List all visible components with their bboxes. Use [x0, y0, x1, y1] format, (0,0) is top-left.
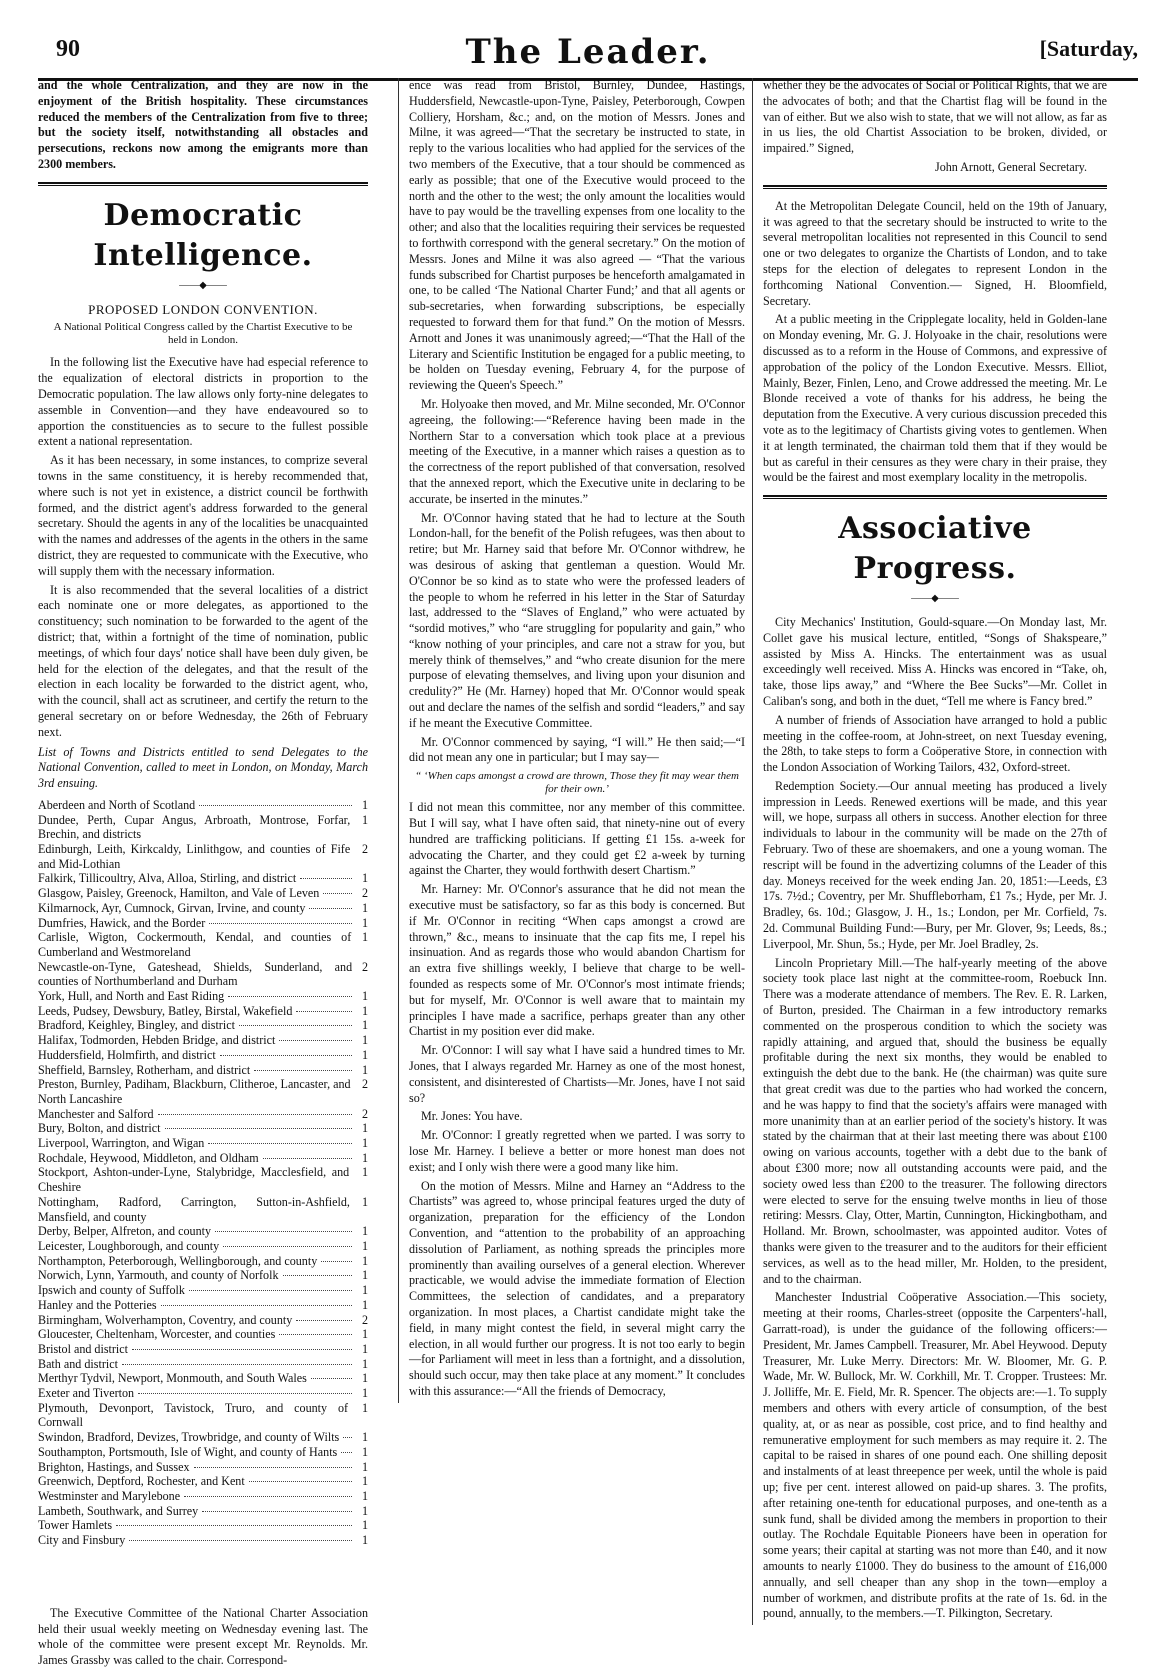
delegate-count: 1 [361, 1253, 368, 1268]
town-name: Greenwich, Deptford, Rochester, and Kent [38, 1474, 245, 1489]
town-entry [38, 1151, 368, 1166]
town-name: Plymouth, Devonport, Tavistock, Truro, and county of Cornwall [38, 1400, 349, 1430]
town-entry [38, 871, 368, 886]
delegate-count: 1 [361, 1518, 368, 1533]
delegate-count: 1 [361, 1136, 368, 1151]
town-entry [38, 1121, 368, 1136]
town-name: Ipswich and county of Suffolk [38, 1283, 185, 1298]
delegate-count: 1 [361, 1341, 368, 1356]
delegate-count: 1 [361, 915, 368, 930]
town-name: Dundee, Perth, Cupar Angus, Arbroath, Montrose, Forfar, Brechin, and districts [38, 812, 351, 842]
town-entry [38, 1239, 368, 1254]
town-name: Leicester, Loughborough, and county [38, 1238, 220, 1253]
town-name: Falkirk, Tillicoultry, Alva, Alloa, Stirling, and district [38, 871, 297, 886]
paragraph: It is also recommended that the several localities of a district each nominate one or more delegates, as apportioned to the constituency; such nomination to be forwarded to the agent of the district; that, within a fortnight of the time of nomination, public meetings, of which four days' notice shall have been duly given, be held for the election of the delegates, and that the result of the election in each locality be forwarded to the district agent, who, with the council, shall act as scrutineer, and certify the return to the general secretary on or before Wednesday, the 26th of February next. [38, 582, 368, 739]
divider [38, 182, 368, 186]
paragraph: Mr. Jones: You have. [421, 1109, 523, 1124]
town-entry [38, 1430, 368, 1445]
paragraph: Mr. O'Connor commenced by saying, “I will.” He then said;—“I did not mean any one in particular; but I may say— [409, 734, 745, 765]
town-entry [38, 1165, 368, 1194]
town-entry [38, 1283, 368, 1298]
town-name: Gloucester, Cheltenham, Worcester, and counties [38, 1327, 276, 1342]
town-entry [38, 1327, 368, 1342]
paragraph: Mr. O'Connor: I will say what I have said a hundred times to Mr. Jones, that I always regarded Mr. Harney as one of the most honest, consistent, and disinterested of Chartists—Mr. Jones, have I not said so? [409, 1043, 745, 1105]
town-name: Sheffield, Barnsley, Rotherham, and district [38, 1062, 251, 1077]
list-title: List of Towns and Districts entitled to send Delegates to the National Convention, called to meet in London, on Monday, March 3rd ensuing. [38, 744, 368, 791]
delegate-count: 1 [361, 812, 368, 827]
delegate-count: 1 [361, 1444, 368, 1459]
delegate-count: 1 [361, 1121, 368, 1136]
town-name: Southampton, Portsmouth, Isle of Wight, and county of Hants [38, 1444, 338, 1459]
town-entry [38, 1489, 368, 1504]
delegate-count: 1 [361, 1356, 368, 1371]
delegate-count: 1 [361, 1047, 368, 1062]
delegate-count: 1 [361, 1371, 368, 1386]
delegate-count: 1 [361, 1033, 368, 1048]
delegate-count: 1 [361, 1400, 368, 1415]
town-entry [38, 1004, 368, 1019]
paragraph: Mr. Holyoake then moved, and Mr. Milne seconded, Mr. O'Connor agreeing, the following:—“Reference having been made in the Northern Star to a conversation which took place at a previous meeting of the Executive, in a manner which raises a question as to the correctness of the report published of that conversation, resolved that the annexed report, which the Executive unite in declaring to be accurate, be inserted in the minutes.” [409, 396, 745, 506]
newspaper-title: The Leader. [465, 32, 711, 72]
section-title-associative-progress: Associative Progress. [838, 511, 1032, 587]
delegate-count: 1 [361, 1194, 368, 1209]
intro-paragraph: and the whole Centralization, and they are now in the enjoyment of the British hospitality. These circumstances reduced the members of the Centralization from five to three; but the society itself, notwithstanding all obstacles and persecutions, reckons now among the emigrants more than 2300 members. [38, 78, 368, 171]
town-name: Bradford, Keighley, Bingley, and district [38, 1018, 235, 1033]
delegate-count: 2 [361, 842, 368, 856]
town-entry [38, 1445, 368, 1460]
town-name: Huddersfield, Holmfirth, and district [38, 1047, 216, 1062]
town-name: York, Hull, and North and East Riding [38, 989, 225, 1004]
town-entry [38, 1371, 368, 1386]
town-entry [38, 916, 368, 931]
paragraph: ence was read from Bristol, Burnley, Dundee, Hastings, Huddersfield, Newcastle-upon-Tyne, Paisley, Peterborough, Cowpen Colliery, Horsham, &c.; and, on the motion of Messrs. Jones and Milne, it was agreed—“That the secretary be instructed to state, in reply to the various localities who had applied for the services of the two members of the Executive, that a tour should be commenced as early as possible; that one of the Executive would proceed to the north and the other to the west; the only amount the localities would have to pay would be the travelling expenses from one locality to the other; and also that the localities requiring their services be requested to forthwith correspond with the general secretary.” On the motion of Messrs. Jones and Milne it was also agreed — “That the various funds subscribed for Chartist purposes be henceforth amalgamated in one, to be called ‘The National Charter Fund;’ and that all agents or sub-secretaries, when forwarding subscriptions, be especially requested to forward them for that fund.” On the motion of Messrs. Arnott and Jones it was unanimously agreed;—“That the Hall of the Literary and Scientific Institution be engaged for a public meeting, to be holden on Tuesday evening, February 4, for the purpose of reviewing the Queen's Speech.” [409, 78, 745, 393]
town-entry [38, 960, 368, 989]
masthead [38, 28, 1138, 81]
town-name: Bristol and district [38, 1341, 129, 1356]
divider [763, 495, 1107, 499]
town-entry [38, 1533, 368, 1548]
paragraph: Mr. O'Connor: I greatly regretted when we parted. I was sorry to lose Mr. Harney. I believe a better or more honest man does not exist; and I only wish there were a good many like him. [409, 1128, 745, 1174]
paragraph: I did not mean this committee, nor any member of this committee. But I will say, what I have often said, that ninety-nine out of every hundred are trafficking politicians. If getting £1 15s. a-week for advocating the Charter, and they could get £2 a-week by turning against the Charter, they would forthwith desert Chartism.” [409, 800, 745, 878]
town-entry [38, 1298, 368, 1313]
paragraph: As it has been necessary, in some instances, to comprize several towns in the same constituency, it is hereby recommended that, where such is not yet in existence, a district council be forthwith formed, and the district agent's address forwarded to the general secretary. Should the agents in any of the localities be unacquainted with the names and addresses of the agents in the others in the same district, they are requested to communicate with the Executive, who will supply them with the necessary information. [38, 453, 368, 578]
paragraph: On the motion of Messrs. Milne and Harney an “Address to the Chartists” was agreed to, whose principal features urged the duty of organization, preparation for the efficiency of the London Convention, and “attention to the probability of an approaching dissolution of Parliament, as nothing spreads the principles more prominently than availing ourselves of a general election. Wherever practicable, we would advise the immediate formation of Election Committees, the selection of candidates, and a preparatory organization. In most places, a Chartist candidate might take the field, in many might contest the field, in several might carry the election, in all would further our progress. It is not too early to begin—for Parliament will meet in less than a fortnight, and a dissolution, should such occur, may then take place at any moment.” It concludes with this assurance:—“All the friends of Democracy, [409, 1178, 745, 1398]
town-entry [38, 1386, 368, 1401]
town-name: Leeds, Pudsey, Dewsbury, Batley, Birstal, Wakefield [38, 1003, 293, 1018]
column-1 [38, 78, 368, 1672]
town-name: Hanley and the Potteries [38, 1297, 157, 1312]
delegate-count: 1 [361, 797, 368, 812]
town-entry [38, 1342, 368, 1357]
town-entry [38, 1357, 368, 1372]
signature: John Arnott, General Secretary. [934, 159, 1087, 174]
town-entry [38, 1063, 368, 1078]
delegate-count: 1 [361, 1283, 368, 1298]
town-name: Preston, Burnley, Padiham, Blackburn, Clitheroe, Lancaster, and North Lancashire [38, 1077, 351, 1106]
ornament-divider: ——◆—— [179, 279, 227, 291]
town-entry [38, 1048, 368, 1063]
paragraph: Manchester Industrial Coöperative Association.—This society, meeting at their rooms, Charles-street (opposite the Carpenters'-hall, Garratt-road), is under the guidance of the following officers:—President, Mr. James Campbell. Treasurer, Mr. Abel Heywood. Deputy Treasurer, Mr. Luke Merry. Directors: Mr. W. Bloomer, Mr. G. P. Wade, Mr. W. Bullock, Mr. W. Corkhill, Mr. T. Cropper. Trustees: Mr. J. Jolliffe, Mr. E. Field, Mr. R. Spencer. The objects are:—1. To supply members and others with every article of consumption, of the best quality, at, or as near as possible, cost price, and to find healthy and remunerative employment for such members as may require it. 2. The capital to be raised in shares of one pound each. One shilling deposit and instalments of at least threepence per week, until the whole is paid up; five per cent. interest allowed on paid-up shares. 3. The profits, after retaining one-tenth for educational purposes, and one-tenth as a sunk fund, shall be divided among the members in proportion to their outlay. The Rochdale Equitable Pioneers have been in operation for some years; their capital at starting was not more than £40, and it now amounts to nearly £1000. They do business to the amount of £16,000 annually, and sell cheaper than any shop in the town—employ a number of workmen, and distribute profits at the rate of 1s. 6d. in the pound, annually, to the members.—T. Pilkington, Secretary. [763, 1290, 1107, 1621]
town-entry [38, 1460, 368, 1475]
delegate-count: 1 [361, 1474, 368, 1489]
delegate-count: 1 [361, 1459, 368, 1474]
town-name: Glasgow, Paisley, Greenock, Hamilton, and Vale of Leven [38, 886, 320, 901]
paragraph: Mr. O'Connor having stated that he had to lecture at the South London-hall, for the benefit of the Polish refugees, was then about to retire; but Mr. Harney said that before Mr. O'Connor withdrew, he was desirous of asking that gentleman a question. Would Mr. O'Connor be so kind as to state who were the professed leaders of the people to whom he referred in his letter in the Star of Saturday last, addressed to the “Slaves of England,” who were actuated by “sordid motives,” who “are struggling for popularity and gain,” who “know nothing of your principles, and care not a straw for you, but merely think of themselves,” and “who create disunion for the mere purpose of elevating themselves, and living upon your disunion and credulity?” He (Mr. Harney) hoped that Mr. O'Connor would speak out and declare the names of the selfish and sordid “leaders,” and say if he meant the Executive Committee. [409, 510, 745, 730]
town-name: Liverpool, Warrington, and Wigan [38, 1136, 205, 1151]
town-name: Edinburgh, Leith, Kirkcaldy, Linlithgow, and counties of Fife and Mid-Lothian [38, 842, 351, 871]
paragraph: Mr. Harney: Mr. O'Connor's assurance that he did not mean the executive must be satisfactory, so far as this body is concerned. But if Mr. O'Connor in reciting “When caps amongst a crowd are thrown,” &c., means to insinuate that the cap fits me, I repel his insinuation. And as regards those who would abandon Chartism for an extra five shillings weekly, I believe that charge to be well-founded as respects some of Mr. O'Connor's most intimate friends; but for myself, Mr. O'Connor is well aware that to maintain my principles I have made a sacrifice, perhaps greater than any other Chartist in my position ever did make. [409, 882, 745, 1039]
town-name: Newcastle-on-Tyne, Gateshead, Shields, Sunderland, and counties of Northumberland and Durham [38, 959, 353, 989]
delegate-count: 1 [361, 1386, 368, 1401]
delegate-count: 1 [361, 1224, 368, 1239]
town-entry [38, 1033, 368, 1048]
paragraph: In the following list the Executive have had especial reference to the equalization of electoral districts in proportion to the Democratic population. The law allows only forty-nine delegates to assemble in Convention—and they have endeavoured so to apportion the constituencies as to secure to the fullest possible extent a national representation. [38, 355, 368, 449]
town-entry [38, 1195, 368, 1224]
town-name: Swindon, Bradford, Devizes, Trowbridge, and county of Wilts [38, 1430, 340, 1445]
town-name: Rochdale, Heywood, Middleton, and Oldham [38, 1150, 259, 1165]
town-name: City and Finsbury [38, 1533, 126, 1548]
delegate-count: 1 [361, 1503, 368, 1518]
town-name: Bury, Bolton, and district [38, 1121, 161, 1136]
town-entry [38, 842, 368, 871]
town-entry [38, 1268, 368, 1283]
town-entry [38, 1224, 368, 1239]
delegate-count: 2 [361, 1106, 368, 1121]
column-3 [752, 78, 1107, 1625]
town-name: Birmingham, Wolverhampton, Coventry, and county [38, 1312, 293, 1327]
delegate-count: 1 [361, 1062, 368, 1077]
town-name: Norwich, Lynn, Yarmouth, and county of Norfolk [38, 1268, 279, 1283]
town-entry [38, 1107, 368, 1122]
divider [763, 185, 1107, 189]
delegate-count: 1 [361, 1238, 368, 1253]
closing-paragraph: The Executive Committee of the National Charter Association held their usual weekly meeting on Wednesday evening last. The whole of the committee were present except Mr. Reynolds. Mr. James Grassby was called to the chair. Correspond- [38, 1605, 368, 1668]
town-entry [38, 1018, 368, 1033]
issue-day: [Saturday, [1039, 36, 1138, 61]
delegate-count: 1 [361, 989, 368, 1004]
column-2 [398, 78, 745, 1403]
article-heading: PROPOSED LONDON CONVENTION. [88, 301, 318, 317]
delegate-count: 2 [361, 959, 368, 974]
town-entry [38, 989, 368, 1004]
town-name: Dumfries, Hawick, and the Border [38, 915, 206, 930]
town-name: Stockport, Ashton-under-Lyne, Stalybridge, Macclesfield, and Cheshire [38, 1165, 350, 1195]
town-name: Brighton, Hastings, and Sussex [38, 1459, 190, 1474]
delegate-count: 2 [361, 1077, 368, 1092]
delegate-count: 1 [361, 1165, 368, 1180]
delegate-count: 1 [361, 1327, 368, 1342]
town-name: Manchester and Salford [38, 1106, 154, 1121]
delegate-count: 1 [361, 1297, 368, 1312]
town-entry [38, 1474, 368, 1489]
town-name: Bath and district [38, 1356, 118, 1371]
delegate-count: 1 [361, 871, 368, 886]
towns-list [38, 798, 368, 1548]
town-name: Halifax, Todmorden, Hebden Bridge, and district [38, 1033, 276, 1048]
section-title-democratic-intelligence: Democratic Intelligence. [93, 197, 313, 273]
town-name: Carlisle, Wigton, Cockermouth, Kendal, and counties of Cumberland and Westmoreland [38, 930, 352, 959]
town-name: Merthyr Tydvil, Newport, Monmouth, and South Wales [38, 1371, 307, 1386]
town-entry [38, 813, 368, 842]
verse-quote: “ ‘When caps amongst a crowd are thrown, Those they fit may wear them for their own.’ [415, 770, 739, 796]
paragraph: City Mechanics' Institution, Gould-square.—On Monday last, Mr. Collet gave his musical lecture, entitled, “Songs of Shakspeare,” assisted by Miss A. Hincks. The entertainment was as usual exceedingly well received. Miss A. Hincks was encored in “Take, oh, take, those lips away,” and “Where the Bee Sucks”—Mr. Collet in Caliban's song, and both in the duet, “Tell me where is Fancy bred.” [763, 614, 1107, 708]
page-number: 90 [56, 36, 80, 62]
town-name: Lambeth, Southwark, and Surrey [38, 1503, 199, 1518]
delegate-count: 2 [361, 1312, 368, 1327]
paragraph: At the Metropolitan Delegate Council, held on the 19th of January, it was agreed to that the secretary should be instructed to write to the several metropolitan localities not represented in this Council to send one or two delegates to organize the Chartists of London, and to take steps for the election of delegates to represent London in the forthcoming National Convention.— Signed, H. Bloomfield, Secretary. [763, 198, 1107, 308]
paragraph: Redemption Society.—Our annual meeting has produced a lively impression in Leeds. Renewed exertions will be made, and this year will, we hope, surpass all others in success. Another election for three individuals to labour in the community will be made on the 27th of February. Two of these are shoemakers, and one a young woman. The rescript will be found in the advertizing columns of the Leader of this day. Moneys received for the week ending Jan. 20, 1851:—Leeds, £3 17s. 7½d.; Coventry, per Mr. Shuffleboтham, £1 7s.; Hyde, per Mr. J. Bradley, 6s. 10d.; Glasgow, J. H., 1s.; London, per Mr. Corfield, 7s. 2d. Communal Building Fund:—Bury, per Mr. Glover, 9s; Leeds, 8s.; Liverpool, Mr. Shun, 5s.; Hyde, per Mr. Joel Bradley, 2s. [763, 778, 1107, 951]
paragraph: A number of friends of Association have arranged to hold a public meeting in the coffee-room, at John-street, on next Tuesday evening, the 28th, to take steps to form a Coöperative Store, in connection with the London Association of Working Tailors, 432, Oxford-street. [763, 712, 1107, 775]
delegate-count: 1 [361, 900, 368, 915]
delegate-count: 1 [361, 930, 368, 945]
delegate-count: 1 [361, 1488, 368, 1503]
town-entry [38, 798, 368, 813]
town-name: Nottingham, Radford, Carrington, Sutton-in-Ashfield, Mansfield, and county [38, 1194, 350, 1224]
town-entry [38, 901, 368, 916]
ornament-divider: ——◆—— [911, 593, 959, 605]
paragraph: Lincoln Proprietary Mill.—The half-yearly meeting of the above society took place last night at the committee-room, Roebuck Inn. There was a moderate attendance of members. The Rev. E. R. Larken, of Burton, presided. The Chairman in a few introductory remarks commented on the prosperous condition to which the society was rapidly attaining, and argued that, should the business be equally profitable during the next six months, they would be enabled to extinguish the debt due to the bank. He (the chairman) was quite sure that great credit was due to the parties who had worked the concern, and he was happy to find that the society's affairs were managed with more unanimity than at an earlier period of the society's history. It was stated by the chairman that at their last meeting there was about £100 owing on various accounts, together with a debt due to the bank of about £300 more; now all outstanding accounts were paid, and the society owed less than £200 to the treasurer. The following directors were elected to serve for the ensuing twelve months in lieu of those retiring: Messrs. Clay, Otter, Martin, Cunnington, Hickingbotham, and Holland. Mr. Brown, schoolmaster, was appointed auditor. Votes of thanks were given to the treasurer and to the auditors for their efficient services, as well as to the head miller, Mr. Holden, to the president, and to the chairman. [763, 955, 1107, 1286]
town-name: Westminster and Marylebone [38, 1488, 181, 1503]
town-entry [38, 1254, 368, 1269]
delegate-count: 1 [361, 1003, 368, 1018]
delegate-count: 1 [361, 1150, 368, 1165]
town-name: Exeter and Tiverton [38, 1386, 135, 1401]
town-name: Kilmarnock, Ayr, Cumnock, Girvan, Irvine, and county [38, 900, 306, 915]
delegate-count: 2 [361, 886, 368, 901]
town-entry [38, 1077, 368, 1106]
paragraph: At a public meeting in the Cripplegate locality, held in Golden-lane on Monday evening, Mr. G. J. Holyoake in the chair, resolutions were discussed as to a reform in the House of Commons, and expressive of approbation of the policy of the London Executive. Messrs. Elliot, Mainly, Bezer, Finlen, Leno, and Crowe addressed the meeting. Mr. Le Blonde received a vote of thanks for his address, he being the deputation from the Executive. A very curious discussion preceded this vote as to the legitimacy of Chartists giving votes to gentlemen. When it at length terminated, the chairman told them that if they would be but as careful in their censures as they were chary in their praise, they would be the fairest and most exemplary locality in the metropolis. [763, 312, 1107, 485]
town-entry [38, 1504, 368, 1519]
paragraph: whether they be the advocates of Social or Political Rights, that we are the advocates of both; and that the Chartist flag will be found in the van of either. But we also wish to state, that we will not allow, as far as in us lies, the old Chartist Association to be broken, divided, or impaired.” Signed, [763, 78, 1107, 156]
delegate-count: 1 [361, 1533, 368, 1548]
town-entry [38, 1401, 368, 1430]
town-entry [38, 1518, 368, 1533]
town-entry [38, 930, 368, 959]
town-name: Tower Hamlets [38, 1518, 113, 1533]
delegate-count: 1 [361, 1268, 368, 1283]
town-entry [38, 1136, 368, 1151]
article-subheading: A National Political Congress called by the Chartist Executive to be held in London. [53, 321, 353, 347]
town-entry [38, 1313, 368, 1328]
delegate-count: 1 [361, 1018, 368, 1033]
town-name: Northampton, Peterborough, Wellingborough, and county [38, 1253, 318, 1268]
delegate-count: 1 [361, 1430, 368, 1445]
town-name: Aberdeen and North of Scotland [38, 797, 196, 812]
town-name: Derby, Belper, Alfreton, and county [38, 1224, 212, 1239]
town-entry [38, 886, 368, 901]
